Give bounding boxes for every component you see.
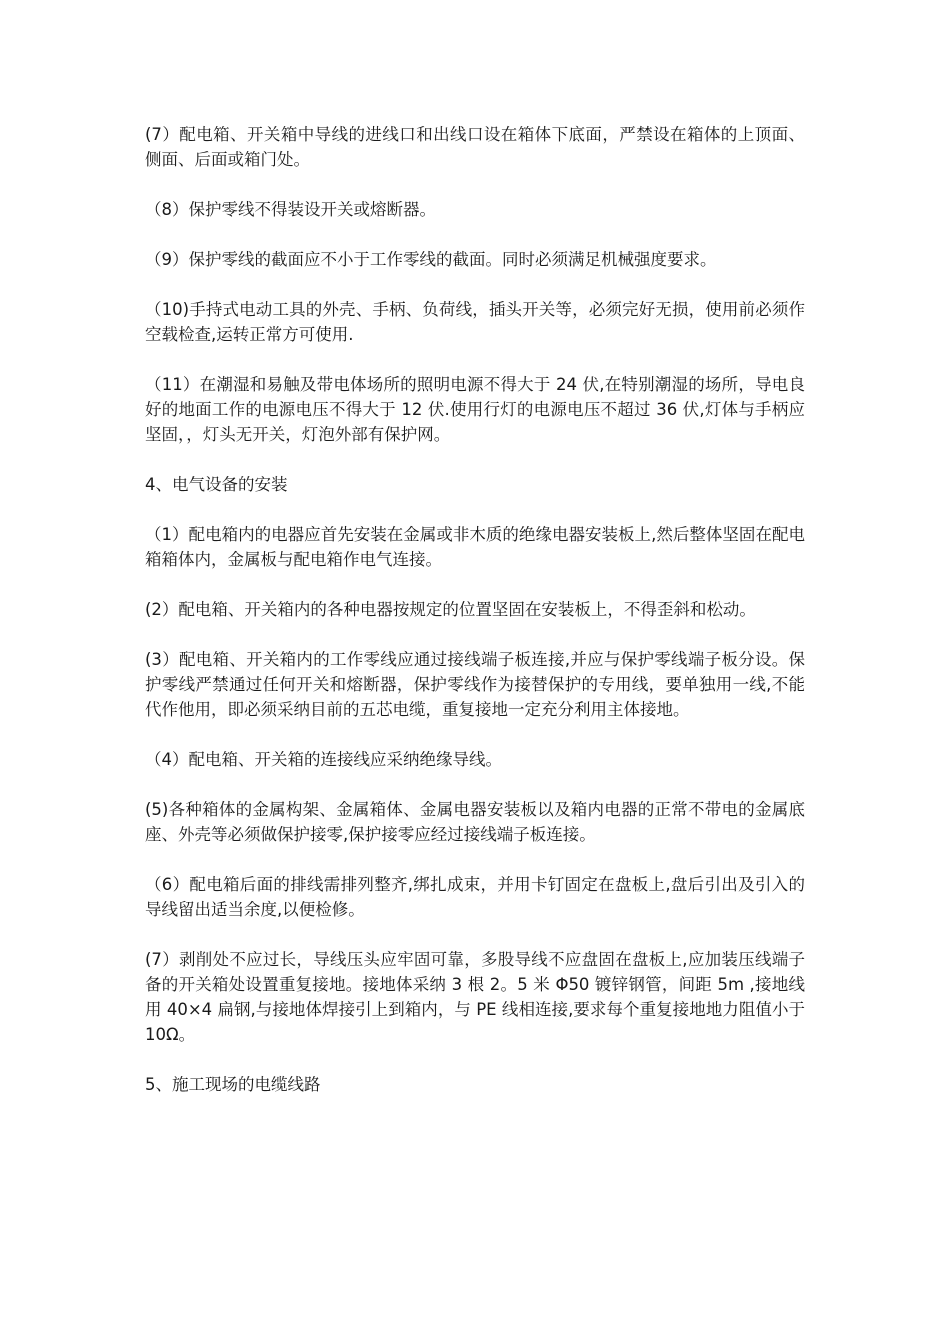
paragraph-7-cable-entry: (7）配电箱、开关箱中导线的进线口和出线口设在箱体下底面，严禁设在箱体的上顶面、侧面、后面或箱门处。 — [145, 125, 805, 169]
paragraph-4-4-insulated-wire: （4）配电箱、开关箱的连接线应采纳绝缘导线。 — [145, 750, 502, 769]
paragraph-4-2-fixing: (2）配电箱、开关箱内的各种电器按规定的位置坚固在安装板上，不得歪斜和松动。 — [145, 600, 756, 619]
paragraph-4-3-neutral-terminals: (3）配电箱、开关箱内的工作零线应通过接线端子板连接,并应与保护零线端子板分设。保护零线严禁通过任何开关和熔断器，保护零线作为接替保护的专用线，要单独用一线,不能代作他用，即必须采纳目前的五芯电缆，重复接地一定充分利用主体接地。 — [145, 650, 805, 719]
section-heading-4: 4、电气设备的安装 — [145, 475, 288, 494]
paragraph-11-lighting-voltage: （11）在潮湿和易触及带电体场所的照明电源不得大于 24 伏,在特别潮湿的场所，导电良好的地面工作的电源电压不得大于 12 伏.使用行灯的电源电压不超过 36 伏,灯体与手柄应坚固，，灯头无开关，灯泡外部有保护网。 — [145, 375, 805, 444]
paragraph-4-6-wiring-layout: （6）配电箱后面的排线需排列整齐,绑扎成束，并用卡钉固定在盘板上,盘后引出及引入的导线留出适当余度,以便检修。 — [145, 875, 805, 919]
paragraph-4-5-grounding: (5)各种箱体的金属构架、金属箱体、金属电器安装板以及箱内电器的正常不带电的金属底座、外壳等必须做保护接零,保护接零应经过接线端子板连接。 — [145, 800, 805, 844]
section-heading-5: 5、施工现场的电缆线路 — [145, 1075, 321, 1094]
paragraph-8-protective-neutral: （8）保护零线不得装设开关或熔断器。 — [145, 200, 436, 219]
paragraph-9-cross-section: （9）保护零线的截面应不小于工作零线的截面。同时必须满足机械强度要求。 — [145, 250, 717, 269]
document-body — [145, 122, 805, 1122]
paragraph-10-hand-tools: （10)手持式电动工具的外壳、手柄、负荷线，插头开关等，必须完好无损，使用前必须作空载检查,运转正常方可使用. — [145, 300, 805, 344]
paragraph-4-7-earthing: (7）剥削处不应过长，导线压头应牢固可靠，多股导线不应盘固在盘板上,应加装压线端子备的开关箱处设置重复接地。接地体采纳 3 根 2。5 米 Φ50 镀锌钢管，间距 5m ,接地线用 40×4 扁钢,与接地体焊接引上到箱内，与 PE 线相连接,要求每个重复接地地力阻值小于 10Ω。 — [145, 950, 805, 1044]
paragraph-4-1-mounting-plate: （1）配电箱内的电器应首先安装在金属或非木质的绝缘电器安装板上,然后整体坚固在配电箱箱体内，金属板与配电箱作电气连接。 — [145, 525, 805, 569]
